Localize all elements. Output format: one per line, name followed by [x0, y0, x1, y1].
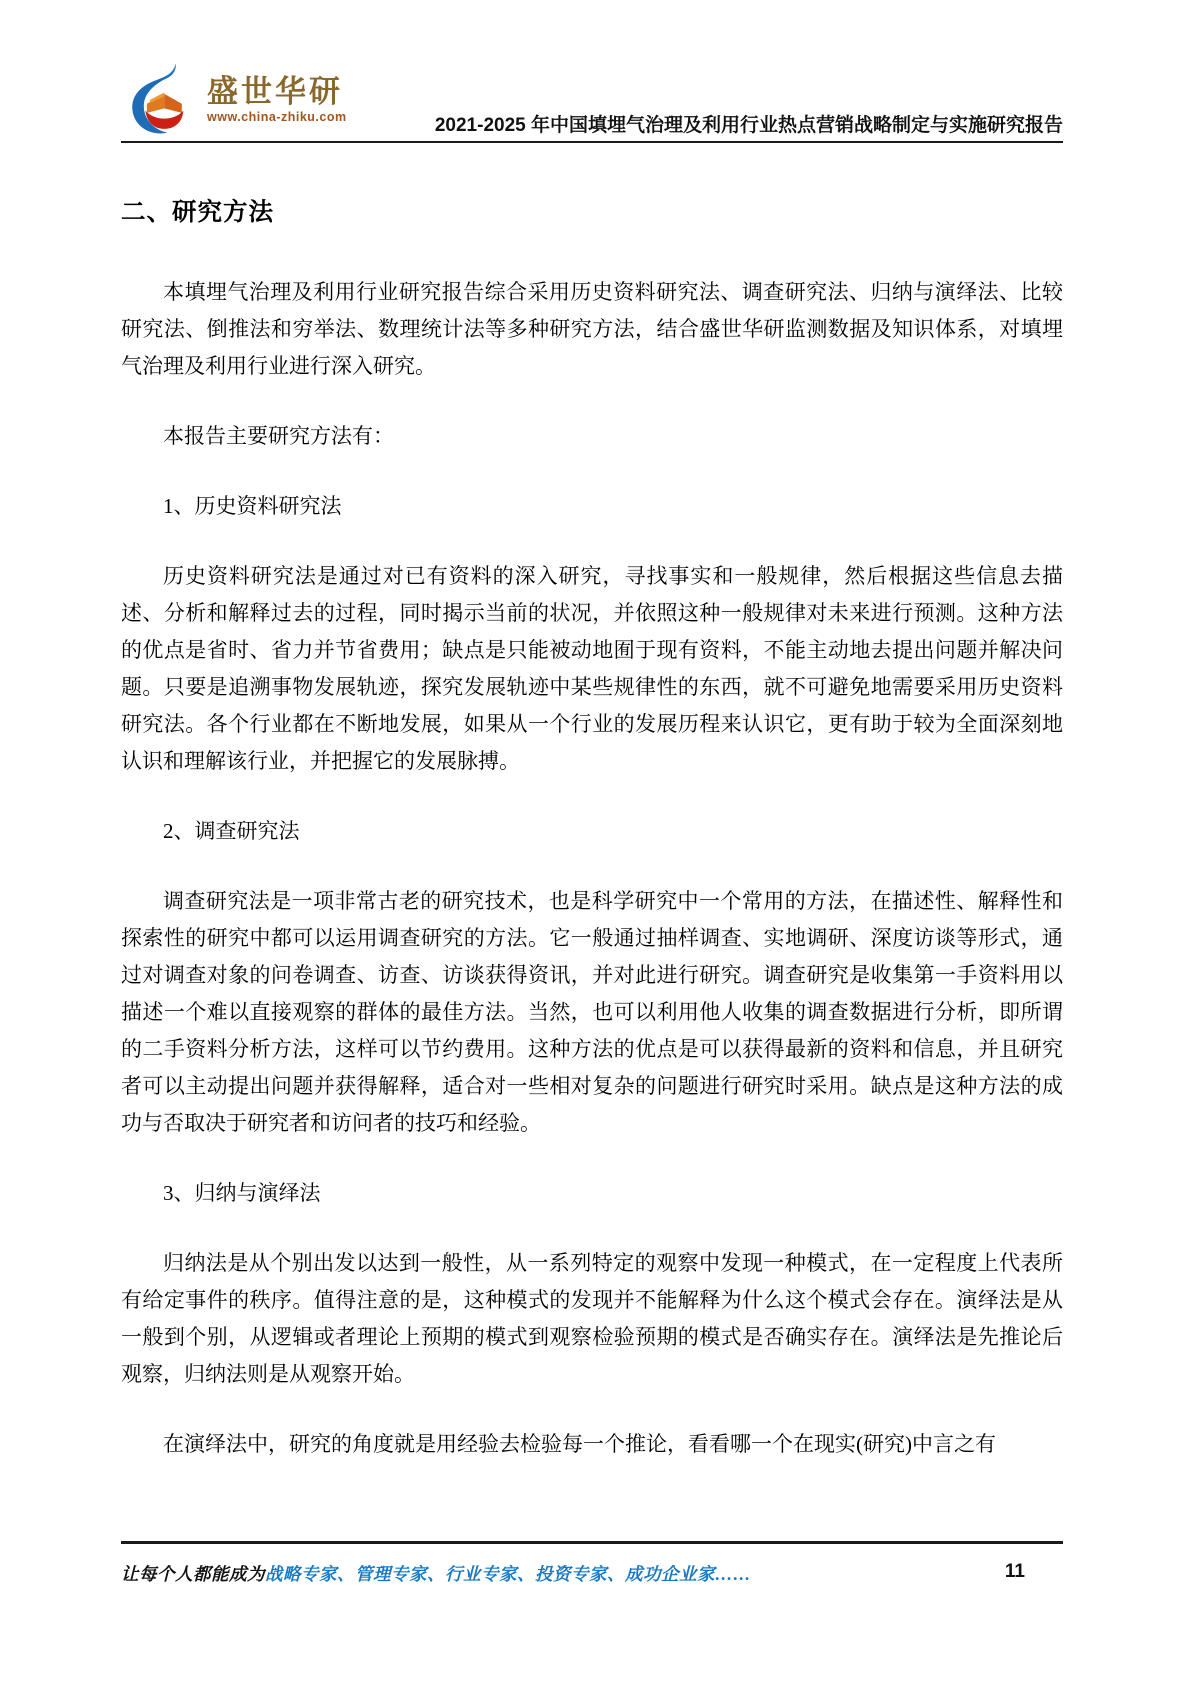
company-logo [121, 62, 347, 138]
company-logo-text [207, 73, 347, 125]
method-subheading-2: 2、调查研究法 [163, 819, 300, 843]
paragraph-intro: 本填埋气治理及利用行业研究报告综合采用历史资料研究法、调查研究法、归纳与演绎法、比较研究法、倒推法和穷举法、数理统计法等多种研究方法，结合盛世华研监测数据及知识体系，对填埋气治理及利用行业进行深入研究。 [121, 280, 1063, 378]
footer-slogan-highlight: 战略专家、管理专家、行业专家、投资专家、成功企业家…… [265, 1564, 751, 1584]
paragraph-method-1: 历史资料研究法是通过对已有资料的深入研究，寻找事实和一般规律，然后根据这些信息去描述、分析和解释过去的过程，同时揭示当前的状况，并依照这种一般规律对未来进行预测。这种方法的优点是省时、省力并节省费用；缺点是只能被动地囿于现有资料，不能主动地去提出问题并解决问题。只要是追溯事物发展轨迹，探究发展轨迹中某些规律性的东西，就不可避免地需要采用历史资料研究法。各个行业都在不断地发展，如果从一个行业的发展历程来认识它，更有助于较为全面深刻地认识和理解该行业，并把握它的发展脉搏。 [121, 564, 1063, 773]
method-subheading-3: 3、归纳与演绎法 [163, 1181, 321, 1205]
method-subheading-1: 1、历史资料研究法 [163, 494, 342, 518]
company-website: www.china-zhiku.com [207, 110, 347, 125]
footer-slogan [121, 1561, 751, 1586]
paragraph-method-2: 调查研究法是一项非常古老的研究技术，也是科学研究中一个常用的方法，在描述性、解释性和探索性的研究中都可以运用调查研究的方法。它一般通过抽样调查、实地调研、深度访谈等形式，通过对调查对象的问卷调查、访查、访谈获得资讯，并对此进行研究。调查研究是收集第一手资料用以描述一个难以直接观察的群体的最佳方法。当然，也可以利用他人收集的调查数据进行分析，即所谓的二手资料分析方法，这样可以节约费用。这种方法的优点是可以获得最新的资料和信息，并且研究者可以主动提出问题并获得解释，适合对一些相对复杂的问题进行研究时采用。缺点是这种方法的成功与否取决于研究者和访问者的技巧和经验。 [121, 889, 1063, 1135]
document-body [121, 149, 1063, 1496]
company-name: 盛世华研 [207, 73, 343, 109]
page-header [121, 0, 1063, 143]
footer-slogan-prefix: 让每个人都能成为 [121, 1564, 265, 1584]
page-number: 11 [1004, 1561, 1025, 1582]
paragraph-method-3: 归纳法是从个别出发以达到一般性，从一系列特定的观察中发现一种模式，在一定程度上代表所有给定事件的秩序。值得注意的是，这种模式的发现并不能解释为什么这个模式会存在。演绎法是从一般到个别，从逻辑或者理论上预期的模式到观察检验预期的模式是否确实存在。演绎法是先推论后观察，归纳法则是从观察开始。 [121, 1251, 1063, 1386]
report-title: 2021-2025 年中国填埋气治理及利用行业热点营销战略制定与实施研究报告 [434, 115, 1063, 136]
paragraph-methods-lead: 本报告主要研究方法有： [163, 424, 394, 448]
section-heading: 二、研究方法 [121, 199, 274, 226]
company-logo-icon [121, 62, 197, 138]
page-footer [121, 1541, 1063, 1586]
paragraph-truncated: 在演绎法中，研究的角度就是用经验去检验每一个推论，看看哪一个在现实(研究)中言之有 [163, 1432, 996, 1456]
